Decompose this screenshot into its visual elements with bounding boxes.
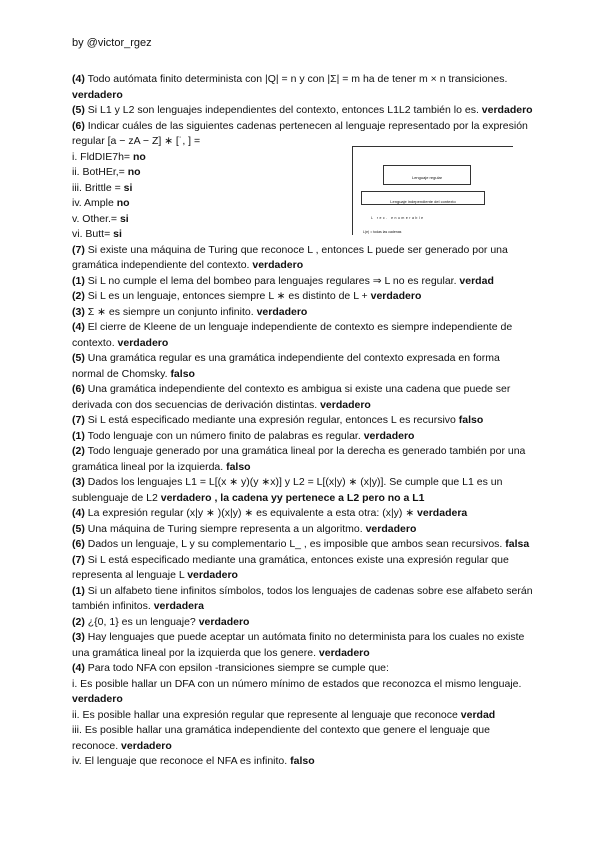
question-item: (2) Si L es un lenguaje, entonces siempre L ∗ es distinto de L + verdadero — [72, 290, 422, 302]
question-item: (5) Una máquina de Turing siempre representa a un algoritmo. verdadero — [72, 522, 417, 535]
question-item: (5) Si L1 y L2 son lenguajes independientes del contexto, entonces L1L2 también lo es. verdadero — [72, 104, 533, 116]
question-item: (3) Dados los lenguajes L1 = L[(x ∗ y)(y ∗x)] y L2 = L[(x|y) ∗ (x|y)]. Se cumple que L1 es un sublenguaje de L2 verdadero , la cadena yy pertenece a L2 pero no a L1 — [72, 476, 503, 504]
regular-language-box — [383, 165, 471, 185]
question-item: (1) Todo lenguaje con un número finito de palabras es regular. verdadero — [72, 429, 415, 442]
question-item: (7) Si L está especificado mediante una gramática, entonces existe una expresión regular que representa al lenguaje L verdadero — [72, 553, 509, 581]
author-credit: by @victor_rgez — [72, 37, 152, 49]
document-body — [72, 72, 534, 770]
question-item: (1) Si un alfabeto tiene infinitos símbolos, todos los lenguajes de cadenas sobre ese alfabeto serán también infinitos. verdadera — [72, 584, 533, 612]
question-item: iv. El lenguaje que reconoce el NFA es infinito. falso — [72, 755, 315, 767]
question-item: (1) Si L no cumple el lema del bombeo para lenguajes regulares ⇒ L no es regular. verdad — [72, 274, 494, 287]
options-section — [72, 150, 534, 243]
option-item: iv. Ample no — [72, 197, 130, 209]
figure-caption-line: L rec. enumerable — [371, 215, 425, 220]
option-item: v. Other.= si — [72, 212, 129, 225]
figure-footnote-line: L(e) = todas las cadenas — [363, 229, 402, 234]
question-item: (7) Si L está especificado mediante una expresión regular, entonces L es recursivo falso — [72, 414, 484, 426]
question-item: (6) Una gramática independiente del contexto es ambigua si existe una cadena que puede ser derivada con dos secuencias de derivación distintas. verdadero — [72, 383, 511, 411]
question-item: (6) Dados un lenguaje, L y su complementario L_ , es imposible que ambos sean recursivos. falsa — [72, 538, 530, 550]
question-item: (2) Todo lenguaje generado por una gramática lineal por la derecha es generado también por una gramática lineal por la izquierda. falso — [72, 445, 526, 473]
question-item: i. Es posible hallar un DFA con un número mínimo de estados que reconozca el mismo lenguaje. verdadero — [72, 677, 522, 705]
option-item: vi. Butt= si — [72, 228, 122, 240]
question-item: iii. Es posible hallar una gramática independiente del contexto que genere el lenguaje que reconoce. verdadero — [72, 724, 490, 752]
questions-part-2 — [72, 243, 534, 770]
question-item: (6) Indicar cuáles de las siguientes cadenas pertenecen al lenguaje representado por la expresión regular [a − zA − Z] ∗ [˙, ] = — [72, 119, 528, 147]
question-item: (4) Todo autómata finito determinista con |Q| = n y con |Σ| = m ha de tener m × n transiciones. verdadero — [72, 73, 508, 101]
question-item: (7) Si existe una máquina de Turing que reconoce L , entonces L puede ser generado por una gramática independiente del contexto. verdadero — [72, 243, 508, 271]
questions-part-1 — [72, 72, 534, 150]
box2-label: Lenguaje independiente del contexto — [390, 198, 456, 204]
option-item: ii. BotHEr,= no — [72, 166, 141, 178]
question-item: (4) La expresión regular (x|y ∗ )(x|y) ∗ es equivalente a esta otra: (x|y) ∗ verdadera — [72, 507, 468, 519]
question-item: (3) Σ ∗ es siempre un conjunto infinito. verdadero — [72, 305, 308, 318]
box1-label: Lenguaje regular — [411, 174, 443, 180]
question-item: (5) Una gramática regular es una gramática independiente del contexto expresada en forma normal de Chomsky. falso — [72, 352, 500, 380]
option-item: i. FldDIE7h= no — [72, 150, 146, 163]
language-hierarchy-figure — [352, 146, 513, 235]
option-item: iii. Brittle = si — [72, 181, 133, 194]
question-item: (4) Para todo NFA con epsilon -transiciones siempre se cumple que: — [72, 662, 389, 674]
question-item: (3) Hay lenguajes que puede aceptar un autómata finito no determinista para los cuales no existe una gramática lineal por la izquierda que los genere. verdadero — [72, 631, 525, 659]
question-item: ii. Es posible hallar una expresión regular que represente al lenguaje que reconoce verdad — [72, 708, 496, 721]
question-item: (4) El cierre de Kleene de un lenguaje independiente de contexto es siempre independiente de contexto. verdadero — [72, 321, 513, 349]
question-item: (2) ¿{0, 1} es un lenguaje? verdadero — [72, 615, 250, 628]
context-free-language-box — [361, 191, 485, 205]
